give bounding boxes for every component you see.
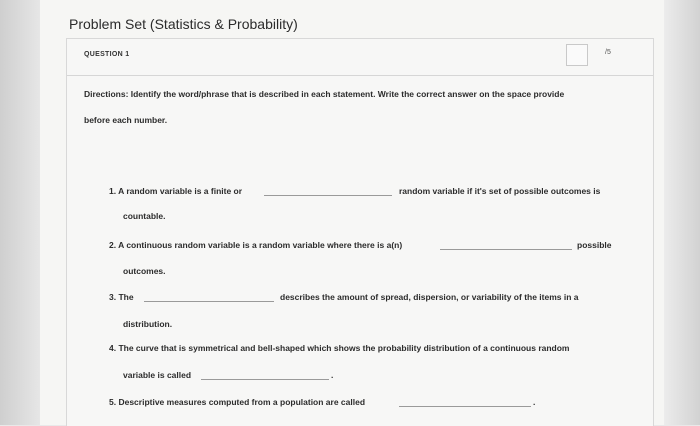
item-1-text-before: 1. A random variable is a finite or	[109, 186, 243, 196]
background-shadow-right	[664, 0, 700, 425]
question-card	[66, 38, 654, 426]
item-1-text-line-2: countable.	[123, 211, 166, 221]
item-4-text: 4. The curve that is symmetrical and bell-shaped which shows the probability distribution of a continuous random	[109, 343, 570, 353]
background-shadow-left	[0, 0, 40, 425]
item-5-text-end: .	[533, 397, 536, 407]
item-3-text-before: 3. The	[109, 292, 134, 302]
question-label: QUESTION 1	[84, 51, 130, 58]
item-3-answer-blank[interactable]	[144, 301, 274, 302]
item-4-text-end: .	[331, 370, 334, 380]
item-5-text-before: 5. Descriptive measures computed from a population are called	[109, 397, 366, 407]
points-input-box[interactable]	[566, 44, 588, 66]
item-3-text-after: describes the amount of spread, dispersion, or variability of the items in a	[280, 292, 579, 302]
item-3-text-line-2: distribution.	[123, 319, 173, 329]
item-2-answer-blank[interactable]	[440, 249, 572, 250]
page-title: Problem Set (Statistics & Probability)	[69, 16, 298, 32]
question-header	[67, 39, 653, 76]
item-2-text-before: 2. A continuous random variable is a random variable where there is a(n)	[109, 240, 403, 250]
item-1-text-after: random variable if it's set of possible outcomes is	[399, 186, 601, 196]
item-2-text-line-2: outcomes.	[123, 266, 166, 276]
item-2-text-after: possible	[577, 240, 612, 250]
problem-set-page	[40, 0, 664, 425]
directions-line-2: before each number.	[84, 115, 168, 125]
points-total: /5	[605, 49, 611, 56]
item-1-answer-blank[interactable]	[264, 195, 392, 196]
item-4-answer-blank[interactable]	[201, 379, 329, 380]
item-5-answer-blank[interactable]	[399, 406, 531, 407]
directions-line-1: Directions: Identify the word/phrase that is described in each statement. Write the correct answer on the space provide	[84, 89, 565, 99]
item-4-text-line-2: variable is called	[123, 370, 192, 380]
